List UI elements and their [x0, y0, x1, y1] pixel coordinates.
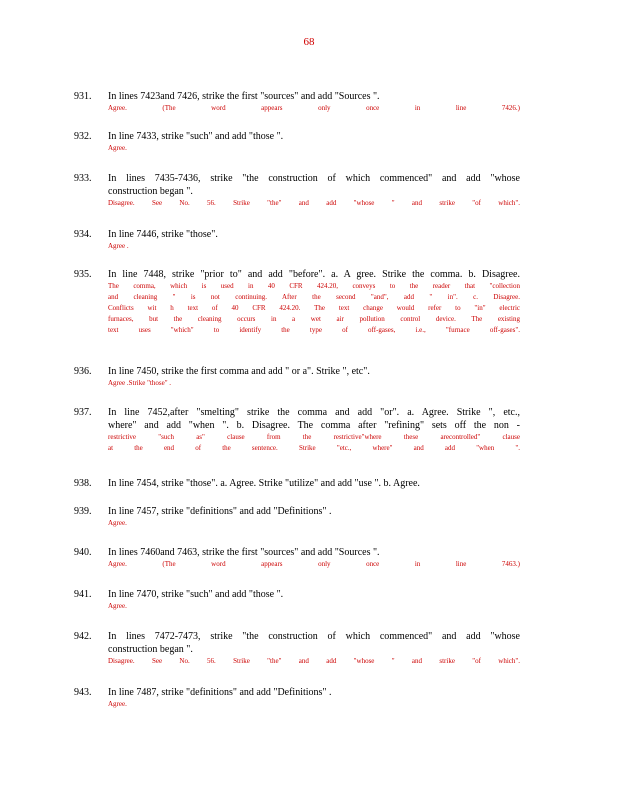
- response-line: The comma, which is used in 40 CFR 424.20, conveys to the reader that "collection: [108, 282, 520, 290]
- comment-number: 937.: [74, 407, 92, 418]
- comment-number: 934.: [74, 229, 92, 240]
- comment-body: [108, 588, 520, 612]
- comment-number: 941.: [74, 589, 92, 600]
- comment-text-line: In line 7433, strike "such" and add "those ".: [108, 131, 284, 142]
- comment-text-line: In lines 7460and 7463, strike the first "sources" and add "Sources ".: [108, 547, 380, 558]
- comment-body: [108, 477, 520, 490]
- comment-text-line: In line 7470, strike "such" and add "those ".: [108, 589, 284, 600]
- comment-text-line: In line 7450, strike the first comma and add " or a". Strike ", etc".: [108, 366, 370, 377]
- comment-number: 935.: [74, 269, 92, 280]
- comment-text-line: where" and add "when ". b. Disagree. The comma after "refining" sets off the non -: [108, 420, 520, 431]
- comment-number: 933.: [74, 173, 92, 184]
- response-line: at the end of the sentence. Strike "etc., where" and add "when ".: [108, 444, 520, 452]
- comment-text-line: In lines 7472-7473, strike "the construction of which commenced" and add "whose: [108, 631, 520, 642]
- response-line: Agree. (The word appears only once in line 7463.): [108, 560, 520, 568]
- page-number: 68: [303, 36, 315, 48]
- comment-number: 943.: [74, 687, 92, 698]
- comment-text-line: construction began ".: [108, 644, 193, 655]
- comment-number: 932.: [74, 131, 92, 142]
- response-line: Agree.: [108, 144, 127, 152]
- response-line: Conflicts wit h text of 40 CFR 424.20. The text change would refer to "in" electric: [108, 304, 520, 312]
- comment-body: [108, 505, 520, 529]
- comment-text-line: In line 7457, strike "definitions" and add "Definitions" .: [108, 506, 332, 517]
- comment-text-line: In line 7446, strike "those".: [108, 229, 218, 240]
- response-line: Disagree. See No. 56. Strike "the" and add "whose " and strike "of which".: [108, 199, 520, 207]
- response-line: Agree. (The word appears only once in line 7426.): [108, 104, 520, 112]
- comment-number: 942.: [74, 631, 92, 642]
- comment-body: [108, 686, 520, 710]
- comment-body: [108, 172, 520, 209]
- response-line: furnaces, but the cleaning occurs in a wet air pollution control device. The existing: [108, 315, 520, 323]
- response-line: Agree .Strike "those" .: [108, 379, 172, 387]
- response-line: restrictive "such as" clause from the restrictive"where these arecontrolled" clause: [108, 433, 520, 441]
- response-line: Agree .: [108, 242, 129, 250]
- comment-number: 931.: [74, 91, 92, 102]
- response-line: text uses "which" to identify the type of off-gases, i.e., "furnace off-gases".: [108, 326, 520, 334]
- response-line: Agree.: [108, 602, 127, 610]
- response-line: Agree.: [108, 519, 127, 527]
- comment-text-line: In line 7452,after "smelting" strike the comma and add "or". a. Agree. Strike ", etc.,: [108, 407, 520, 418]
- comment-body: [108, 406, 520, 454]
- comment-body: [108, 90, 520, 114]
- comment-body: [108, 228, 520, 252]
- comment-body: [108, 130, 520, 154]
- comment-number: 939.: [74, 506, 92, 517]
- comment-text-line: In lines 7435-7436, strike "the construction of which commenced" and add "whose: [108, 173, 520, 184]
- comment-number: 936.: [74, 366, 92, 377]
- comment-number: 940.: [74, 547, 92, 558]
- comment-text-line: In line 7448, strike "prior to" and add "before". a. A gree. Strike the comma. b. Disagree.: [108, 269, 520, 280]
- response-line: Disagree. See No. 56. Strike "the" and add "whose " and strike "of which".: [108, 657, 520, 665]
- response-line: and cleaning " is not continuing. After the second "and", add " in". c. Disagree.: [108, 293, 520, 301]
- comment-body: [108, 630, 520, 667]
- comment-text-line: In line 7487, strike "definitions" and add "Definitions" .: [108, 687, 332, 698]
- comment-number: 938.: [74, 478, 92, 489]
- comment-text-line: construction began ".: [108, 186, 193, 197]
- comment-body: [108, 268, 520, 336]
- response-line: Agree.: [108, 700, 127, 708]
- comment-body: [108, 546, 520, 570]
- comment-text-line: In line 7454, strike "those". a. Agree. Strike "utilize" and add "use ". b. Agree.: [108, 478, 420, 489]
- comment-body: [108, 365, 520, 389]
- comment-text-line: In lines 7423and 7426, strike the first "sources" and add "Sources ".: [108, 91, 380, 102]
